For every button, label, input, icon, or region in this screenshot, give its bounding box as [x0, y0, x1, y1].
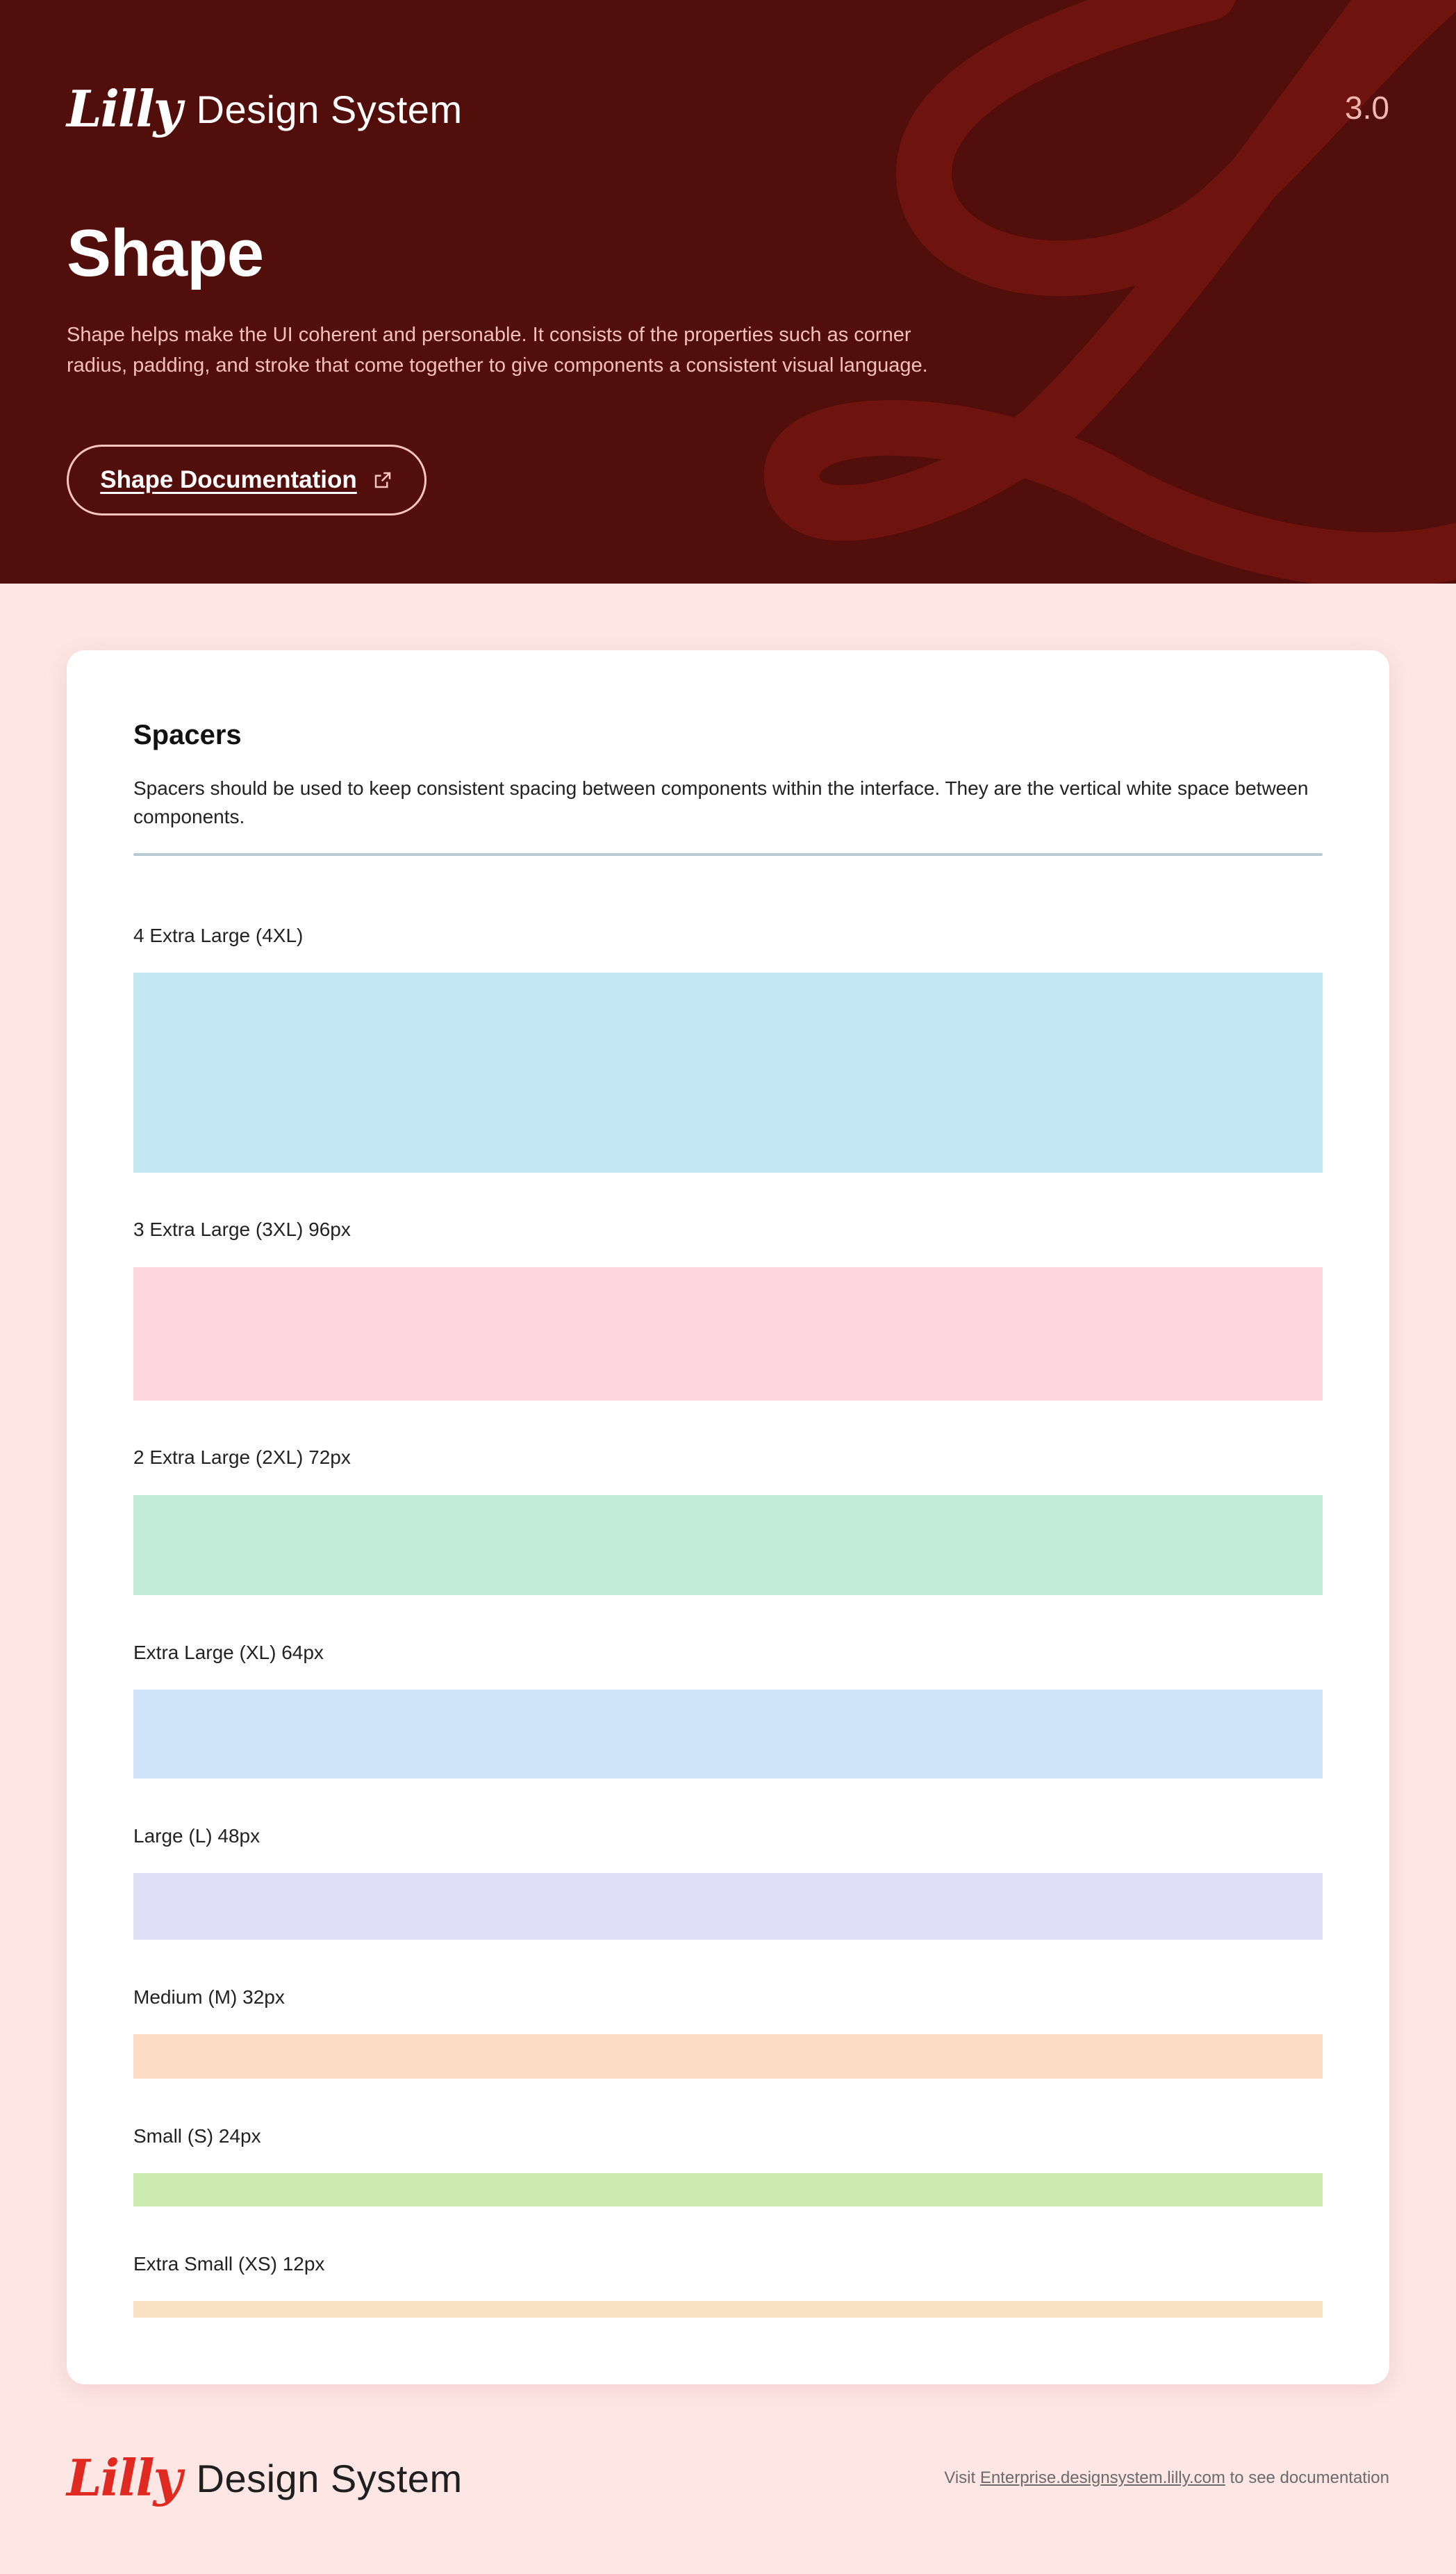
- page-title: Shape: [67, 216, 264, 290]
- version-number: 3.0: [1345, 90, 1389, 126]
- spacer-swatch-xl: [133, 1690, 1323, 1779]
- spacer-swatch-3xl: [133, 1267, 1323, 1401]
- spacer-label-m: Medium (M) 32px: [133, 1986, 285, 2008]
- spacer-swatch-s: [133, 2173, 1323, 2206]
- page-description: Shape helps make the UI coherent and personable. It consists of the properties such as corner radius, padding, and stroke that come together to give components a consistent visual language.: [67, 324, 928, 377]
- lilly-logo: Lilly: [67, 79, 181, 138]
- spacer-swatch-2xl: [133, 1495, 1323, 1595]
- lilly-logo: Lilly: [67, 2448, 181, 2507]
- spacer-swatch-xs: [133, 2301, 1323, 2318]
- spacer-label-4xl: 4 Extra Large (4XL): [133, 925, 304, 946]
- spacer-label-l: Large (L) 48px: [133, 1825, 260, 1847]
- footer-note-prefix: Visit: [944, 2468, 980, 2487]
- section-divider: [133, 853, 1323, 856]
- spacer-label-xl: Extra Large (XL) 64px: [133, 1642, 324, 1663]
- spacer-label-3xl: 3 Extra Large (3XL) 96px: [133, 1219, 351, 1240]
- footer-note-suffix: to see documentation: [1225, 2468, 1389, 2487]
- brand-name: Design System: [196, 2456, 463, 2500]
- footer-note: [944, 2468, 1389, 2488]
- brand-name: Design System: [196, 87, 463, 131]
- shape-documentation-label: Shape Documentation: [100, 466, 357, 493]
- brand-header[interactable]: [67, 78, 463, 140]
- spacer-swatch-m: [133, 2034, 1323, 2079]
- spacers-card: [67, 650, 1389, 2384]
- spacer-label-xs: Extra Small (XS) 12px: [133, 2253, 325, 2275]
- documentation-link[interactable]: Enterprise.designsystem.lilly.com: [979, 2468, 1225, 2487]
- spacers-description: Spacers should be used to keep consistent spacing between components within the interface. They are the vertical white space between components.: [133, 777, 1309, 827]
- hero-banner: [0, 0, 1456, 584]
- shape-documentation-button[interactable]: [67, 445, 427, 515]
- spacer-swatch-4xl: [133, 973, 1323, 1173]
- spacers-title: Spacers: [133, 720, 242, 750]
- footer-brand[interactable]: [67, 2447, 463, 2509]
- spacer-swatch-l: [133, 1873, 1323, 1940]
- spacer-label-s: Small (S) 24px: [133, 2125, 261, 2147]
- external-link-icon: [372, 470, 393, 490]
- spacer-label-2xl: 2 Extra Large (2XL) 72px: [133, 1446, 351, 1468]
